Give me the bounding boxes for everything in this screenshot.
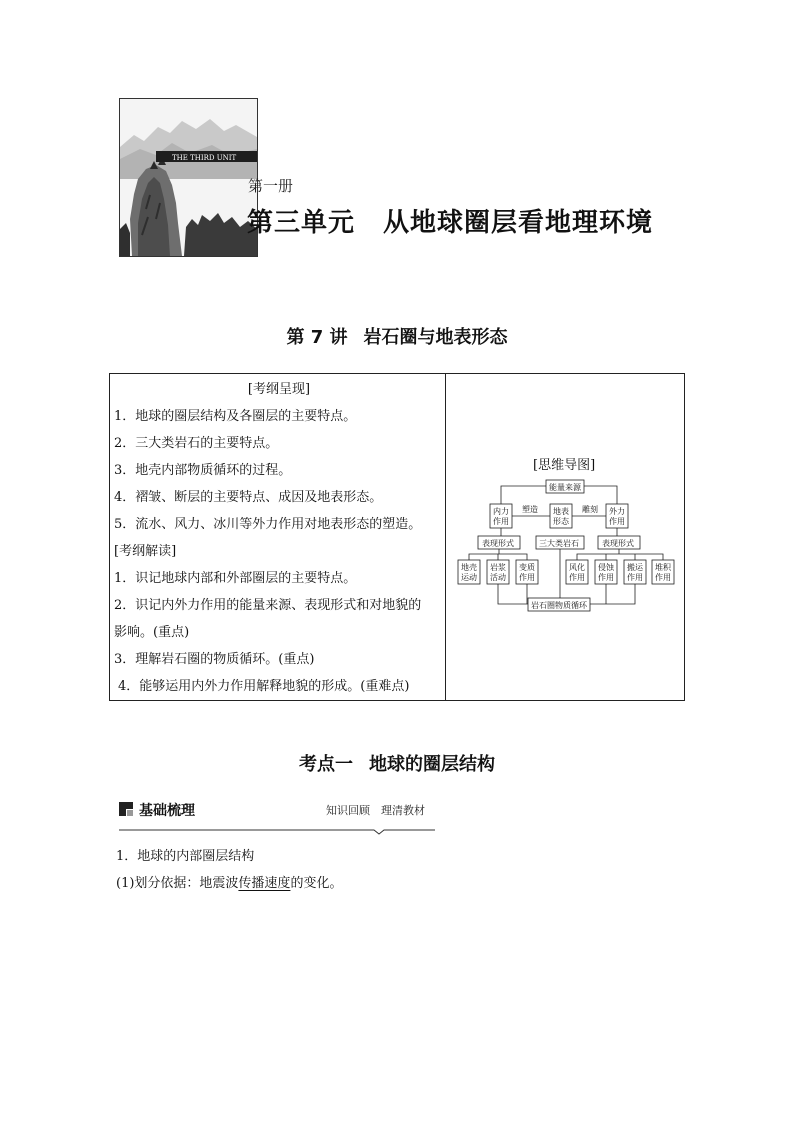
mindmap-inner-2: 作用 [493, 517, 509, 526]
mindmap-box-text: 作用 [598, 573, 614, 582]
outline-text [114, 376, 444, 700]
mindmap-box-text: 作用 [627, 573, 643, 582]
basics-subtitle: 知识回顾 理清教材 [326, 804, 425, 817]
mindmap-energy: 能量来源 [549, 483, 581, 492]
mindmap-box-text: 岩浆 [490, 563, 506, 572]
mindmap-box-text: 风化 [569, 563, 585, 572]
outline-table-divider [445, 373, 446, 701]
mindmap-box-text: 作用 [519, 573, 535, 582]
mindmap-box-text: 地壳 [461, 563, 477, 572]
mindmap-inner-1: 内力 [493, 507, 509, 516]
body-item-2-suffix: 的变化。 [290, 876, 343, 891]
basics-divider [119, 820, 437, 839]
mindmap-three-rocks: 三大类岩石 [539, 539, 579, 548]
body-item-2 [116, 872, 342, 891]
mindmap-box-text: 活动 [490, 573, 506, 582]
unit-name: 从地球圈层看地理环境 [383, 208, 654, 238]
unit-title [247, 202, 653, 239]
mindmap-land-2: 形态 [553, 517, 569, 526]
body-item-1: 1．地球的内部圈层结构 [116, 849, 255, 864]
outline-interpret-item: 1．识记地球内部和外部圈层的主要特点。 [114, 571, 357, 586]
mindmap-box-text: 运动 [461, 573, 477, 582]
mindmap-title: [思维导图] [533, 458, 596, 473]
mindmap-box-text: 作用 [569, 573, 585, 582]
mindmap-form-left: 表现形式 [482, 539, 514, 548]
mindmap-outer-2: 作用 [609, 517, 625, 526]
outline-present-item: 1．地球的圈层结构及各圈层的主要特点。 [114, 409, 357, 424]
mindmap-form-right: 表现形式 [602, 539, 634, 548]
outline-present-item: 4．褶皱、断层的主要特点、成因及地表形态。 [114, 490, 383, 505]
outline-present-heading: [考纲呈现] [247, 382, 311, 397]
answer-underlined: 传播速度 [238, 876, 291, 891]
lecture-title [0, 323, 794, 349]
outline-interpret-item: 2．识记内外力作用的能量来源、表现形式和对地貌的 [114, 598, 422, 613]
mindmap-box-text: 搬运 [627, 563, 643, 572]
mindmap-outer-1: 外力 [609, 507, 625, 516]
lecture-name: 岩石圈与地表形态 [363, 327, 508, 348]
mindmap-cycle: 岩石圈物质循环 [531, 601, 587, 610]
mindmap-box-text: 堆积 [655, 563, 671, 572]
square-icon [119, 801, 133, 815]
body-item-2-prefix: (1)划分依据：地震波 [116, 876, 239, 891]
mindmap-carve: 雕刻 [582, 505, 598, 514]
outline-interpret-item: 3．理解岩石圈的物质循环。(重点) [114, 652, 315, 667]
outline-interpret-item: 影响。(重点) [114, 625, 190, 640]
mindmap-diagram [452, 474, 680, 618]
outline-interpret-item: 4．能够运用内外力作用解释地貌的形成。(重难点) [118, 679, 410, 694]
mindmap-box-text: 变质 [519, 563, 535, 572]
mindmap-shape: 塑造 [522, 505, 538, 514]
outline-present-item: 3．地壳内部物质循环的过程。 [114, 463, 292, 478]
unit-image-caption: THE THIRD UNIT [172, 154, 237, 162]
section-title [0, 750, 794, 776]
mindmap-land-1: 地表 [553, 507, 569, 516]
unit-number: 第三单元 [247, 208, 356, 238]
outline-interpret-heading: [考纲解读] [114, 544, 177, 559]
unit-cover-image [119, 98, 258, 257]
lecture-number: 第 7 讲 [286, 327, 348, 348]
section-name: 地球的圈层结构 [369, 754, 495, 775]
basics-title: 基础梳理 [139, 803, 195, 819]
section-point: 考点一 [299, 754, 353, 775]
book-label: 第一册 [248, 177, 294, 195]
outline-present-item: 2．三大类岩石的主要特点。 [114, 436, 279, 451]
mindmap-box-text: 侵蚀 [598, 563, 614, 572]
outline-present-item: 5．流水、风力、冰川等外力作用对地表形态的塑造。 [114, 517, 422, 532]
mindmap-box-text: 作用 [655, 573, 671, 582]
